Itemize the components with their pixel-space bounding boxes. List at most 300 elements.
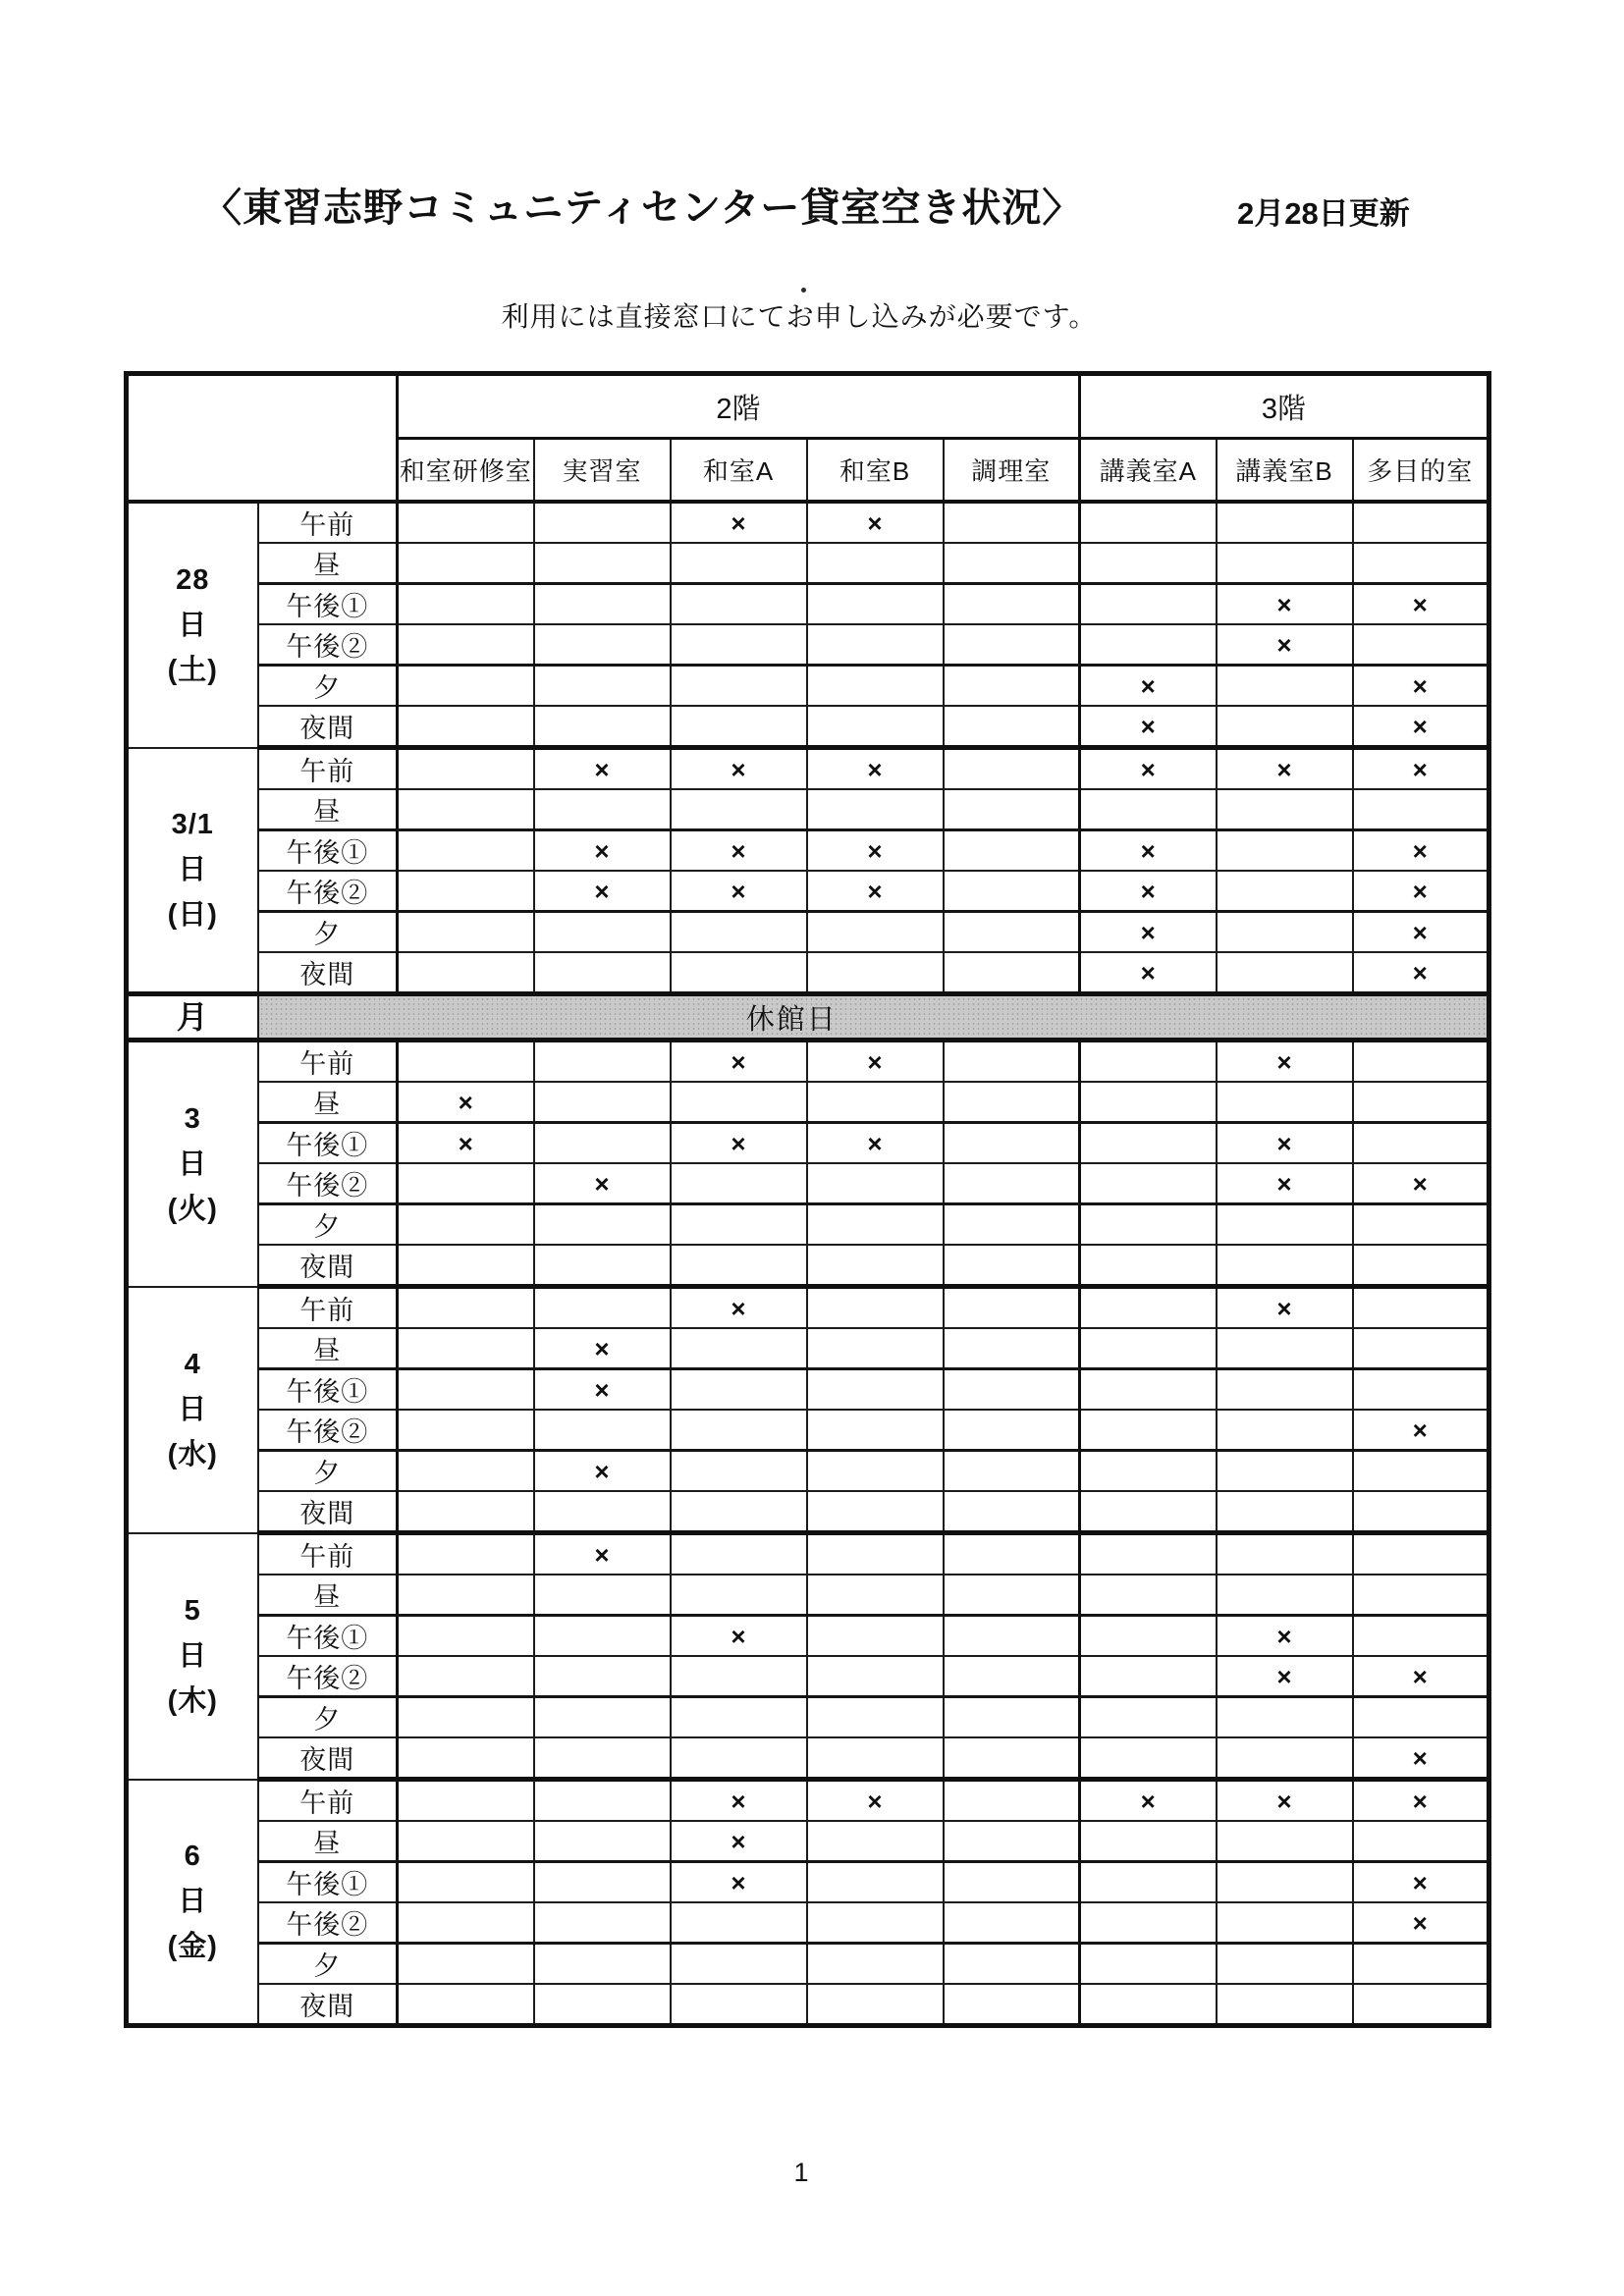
availability-mark-cell [1353, 1697, 1489, 1738]
availability-mark-cell [534, 706, 671, 748]
availability-mark-cell [807, 1082, 944, 1123]
availability-mark-cell [671, 1163, 807, 1204]
availability-mark-cell [944, 871, 1080, 912]
availability-mark-cell [944, 543, 1080, 584]
room-header: 調理室 [944, 439, 1080, 503]
availability-mark-cell [534, 1737, 671, 1780]
availability-mark-cell: × [1353, 1902, 1489, 1944]
availability-mark-cell [807, 1287, 944, 1329]
availability-mark-cell [1080, 543, 1217, 584]
availability-mark-cell [807, 1616, 944, 1657]
availability-mark-cell [1353, 1041, 1489, 1083]
time-slot-label: 午前 [258, 748, 398, 790]
availability-mark-cell [1080, 1944, 1217, 1985]
availability-mark-cell [944, 624, 1080, 666]
time-slot-label: 昼 [258, 1328, 398, 1369]
availability-mark-cell [1217, 1491, 1353, 1533]
page-title: 〈東習志野コミュニティセンター貸室空き状況〉 [202, 187, 1083, 230]
updated-date: 2月28日更新 [1237, 196, 1410, 231]
date-cell: 4 日 (水) [127, 1287, 258, 1533]
availability-mark-cell [1080, 1163, 1217, 1204]
closed-banner: 休館日 [258, 994, 1489, 1041]
availability-mark-cell [1217, 1082, 1353, 1123]
time-slot-label: 夕 [258, 1944, 398, 1985]
availability-mark-cell [807, 1902, 944, 1944]
availability-mark-cell [944, 1902, 1080, 1944]
availability-mark-cell: × [1080, 912, 1217, 953]
availability-mark-cell [671, 912, 807, 953]
availability-mark-cell: × [398, 1123, 534, 1164]
availability-mark-cell: × [671, 830, 807, 872]
room-header: 実習室 [534, 439, 671, 503]
availability-mark-cell [1080, 1491, 1217, 1533]
scan-speck [801, 288, 806, 293]
availability-mark-cell: × [1353, 871, 1489, 912]
availability-mark-cell [944, 1656, 1080, 1697]
availability-mark-cell [534, 1410, 671, 1451]
availability-mark-cell: × [807, 1780, 944, 1822]
availability-mark-cell [1080, 1369, 1217, 1411]
availability-mark-cell [944, 789, 1080, 830]
time-slot-label: 午前 [258, 502, 398, 543]
availability-mark-cell [1353, 1287, 1489, 1329]
availability-mark-cell [944, 1328, 1080, 1369]
availability-mark-cell [1353, 1245, 1489, 1287]
availability-mark-cell [807, 1451, 944, 1492]
availability-mark-cell [1080, 1123, 1217, 1164]
availability-mark-cell [807, 912, 944, 953]
availability-mark-cell [944, 1082, 1080, 1123]
availability-mark-cell [1217, 1410, 1353, 1451]
availability-mark-cell [671, 1656, 807, 1697]
availability-mark-cell [534, 952, 671, 994]
availability-mark-cell: × [1217, 1780, 1353, 1822]
availability-mark-cell [398, 1287, 534, 1329]
availability-mark-cell [398, 952, 534, 994]
availability-mark-cell [398, 748, 534, 790]
availability-mark-cell [671, 1369, 807, 1411]
availability-mark-cell [1080, 502, 1217, 543]
availability-mark-cell [398, 1862, 534, 1903]
date-cell: 3 日 (火) [127, 1041, 258, 1287]
availability-mark-cell [1080, 584, 1217, 625]
availability-mark-cell [1080, 1862, 1217, 1903]
availability-mark-cell [1217, 543, 1353, 584]
availability-mark-cell [1353, 1984, 1489, 2026]
availability-mark-cell [671, 543, 807, 584]
availability-mark-cell [1217, 502, 1353, 543]
availability-mark-cell: × [1217, 1123, 1353, 1164]
availability-mark-cell: × [1080, 706, 1217, 748]
availability-mark-cell [534, 584, 671, 625]
availability-mark-cell [1217, 1862, 1353, 1903]
availability-mark-cell [1080, 1616, 1217, 1657]
availability-mark-cell [671, 1491, 807, 1533]
availability-mark-cell: × [1353, 1656, 1489, 1697]
availability-mark-cell [1080, 1041, 1217, 1083]
availability-mark-cell [534, 1287, 671, 1329]
availability-mark-cell: × [671, 1780, 807, 1822]
availability-mark-cell [1353, 1123, 1489, 1164]
availability-mark-cell [807, 1410, 944, 1451]
availability-mark-cell [1080, 1328, 1217, 1369]
availability-mark-cell [671, 584, 807, 625]
availability-mark-cell [1217, 1451, 1353, 1492]
availability-mark-cell [534, 912, 671, 953]
availability-mark-cell [1217, 666, 1353, 707]
availability-mark-cell [534, 1082, 671, 1123]
usage-note: 利用には直接窓口にてお申し込みが必要です。 [501, 301, 1098, 332]
availability-mark-cell [398, 1780, 534, 1822]
time-slot-label: 昼 [258, 1575, 398, 1616]
availability-mark-cell [671, 624, 807, 666]
availability-mark-cell [1217, 1328, 1353, 1369]
time-slot-label: 夜間 [258, 1737, 398, 1780]
availability-mark-cell [671, 706, 807, 748]
availability-mark-cell [944, 1944, 1080, 1985]
availability-mark-cell [398, 1491, 534, 1533]
availability-mark-cell [1217, 1902, 1353, 1944]
availability-mark-cell [944, 1204, 1080, 1246]
time-slot-label: 夜間 [258, 952, 398, 994]
availability-mark-cell [1080, 1737, 1217, 1780]
page-number: 1 [793, 2158, 809, 2187]
availability-mark-cell [534, 1656, 671, 1697]
availability-mark-cell [1080, 789, 1217, 830]
availability-mark-cell: × [1217, 1163, 1353, 1204]
availability-mark-cell [398, 543, 534, 584]
availability-mark-cell: × [671, 1862, 807, 1903]
availability-mark-cell [534, 624, 671, 666]
date-cell: 6 日 (金) [127, 1780, 258, 2026]
availability-mark-cell [807, 1491, 944, 1533]
availability-mark-cell [1217, 789, 1353, 830]
availability-mark-cell [398, 666, 534, 707]
availability-mark-cell: × [671, 1041, 807, 1083]
availability-mark-cell [671, 1204, 807, 1246]
availability-mark-cell [534, 1902, 671, 1944]
availability-mark-cell [807, 1204, 944, 1246]
availability-mark-cell [807, 624, 944, 666]
availability-mark-cell [398, 1575, 534, 1616]
availability-mark-cell [671, 1944, 807, 1985]
time-slot-label: 昼 [258, 1821, 398, 1862]
availability-mark-cell [944, 830, 1080, 872]
availability-mark-cell: × [1217, 748, 1353, 790]
availability-mark-cell [944, 1410, 1080, 1451]
availability-mark-cell [1353, 624, 1489, 666]
availability-mark-cell: × [1353, 830, 1489, 872]
availability-mark-cell [807, 1697, 944, 1738]
time-slot-label: 午後① [258, 1862, 398, 1903]
availability-mark-cell [944, 1575, 1080, 1616]
availability-mark-cell [944, 1737, 1080, 1780]
availability-mark-cell: × [1353, 748, 1489, 790]
availability-mark-cell [534, 1862, 671, 1903]
availability-mark-cell [1353, 1082, 1489, 1123]
availability-mark-cell [807, 1328, 944, 1369]
availability-mark-cell: × [807, 1041, 944, 1083]
availability-mark-cell [534, 1984, 671, 2026]
availability-mark-cell: × [534, 1369, 671, 1411]
time-slot-label: 午後① [258, 584, 398, 625]
availability-mark-cell [944, 1041, 1080, 1083]
availability-mark-cell [1080, 1451, 1217, 1492]
availability-mark-cell [944, 1163, 1080, 1204]
availability-mark-cell [398, 1697, 534, 1738]
availability-mark-cell [807, 1656, 944, 1697]
time-slot-label: 昼 [258, 1082, 398, 1123]
availability-mark-cell: × [1217, 1041, 1353, 1083]
availability-mark-cell: × [671, 1287, 807, 1329]
availability-mark-cell [671, 1902, 807, 1944]
availability-mark-cell [1217, 1697, 1353, 1738]
availability-mark-cell: × [671, 1616, 807, 1657]
availability-mark-cell: × [534, 830, 671, 872]
availability-mark-cell [671, 1328, 807, 1369]
availability-mark-cell: × [534, 1328, 671, 1369]
availability-mark-cell: × [807, 748, 944, 790]
availability-mark-cell [1080, 1984, 1217, 2026]
availability-mark-cell [1217, 1821, 1353, 1862]
availability-mark-cell [807, 584, 944, 625]
availability-mark-cell [807, 1984, 944, 2026]
availability-mark-cell [1217, 1944, 1353, 1985]
availability-mark-cell [1080, 1902, 1217, 1944]
time-slot-label: 午後② [258, 1410, 398, 1451]
availability-mark-cell [398, 584, 534, 625]
time-slot-label: 夜間 [258, 706, 398, 748]
availability-mark-cell [1353, 1575, 1489, 1616]
availability-mark-cell [807, 543, 944, 584]
time-slot-label: 午後② [258, 624, 398, 666]
availability-mark-cell [671, 1575, 807, 1616]
availability-mark-cell: × [1217, 624, 1353, 666]
availability-mark-cell [534, 1616, 671, 1657]
availability-mark-cell: × [807, 871, 944, 912]
availability-mark-cell [944, 1533, 1080, 1575]
availability-mark-cell [671, 1082, 807, 1123]
availability-mark-cell [944, 1616, 1080, 1657]
availability-mark-cell [671, 1533, 807, 1575]
availability-mark-cell [1217, 912, 1353, 953]
availability-mark-cell [944, 1369, 1080, 1411]
time-slot-label: 午前 [258, 1780, 398, 1822]
availability-mark-cell [1353, 1616, 1489, 1657]
availability-mark-cell [807, 1737, 944, 1780]
time-slot-label: 昼 [258, 789, 398, 830]
availability-mark-cell [1217, 1575, 1353, 1616]
availability-mark-cell [398, 1902, 534, 1944]
availability-mark-cell [398, 830, 534, 872]
availability-mark-cell: × [671, 1821, 807, 1862]
availability-mark-cell [944, 1821, 1080, 1862]
room-header: 和室A [671, 439, 807, 503]
time-slot-label: 午後① [258, 830, 398, 872]
availability-mark-cell: × [1353, 1862, 1489, 1903]
availability-mark-cell [534, 1821, 671, 1862]
availability-mark-cell [944, 1862, 1080, 1903]
time-slot-label: 夕 [258, 1697, 398, 1738]
availability-mark-cell [944, 502, 1080, 543]
date-cell: 28 日 (土) [127, 502, 258, 748]
availability-mark-cell [534, 1041, 671, 1083]
time-slot-label: 午後② [258, 1163, 398, 1204]
availability-mark-cell [398, 1533, 534, 1575]
availability-mark-cell: × [1080, 871, 1217, 912]
availability-mark-cell [398, 1944, 534, 1985]
availability-mark-cell [398, 1369, 534, 1411]
availability-mark-cell [398, 1821, 534, 1862]
availability-mark-cell [1080, 1082, 1217, 1123]
availability-mark-cell [1217, 1737, 1353, 1780]
availability-table [124, 371, 1491, 2028]
availability-mark-cell [534, 543, 671, 584]
availability-mark-cell: × [671, 748, 807, 790]
availability-mark-cell [944, 1451, 1080, 1492]
availability-mark-cell: × [1353, 912, 1489, 953]
availability-mark-cell [671, 1697, 807, 1738]
time-slot-label: 夜間 [258, 1245, 398, 1287]
availability-mark-cell: × [1080, 748, 1217, 790]
availability-mark-cell [534, 1944, 671, 1985]
availability-mark-cell: × [534, 871, 671, 912]
availability-mark-cell [534, 1491, 671, 1533]
availability-mark-cell [944, 1697, 1080, 1738]
availability-mark-cell [671, 1245, 807, 1287]
availability-mark-cell [398, 1204, 534, 1246]
availability-mark-cell [398, 1737, 534, 1780]
availability-mark-cell [1080, 624, 1217, 666]
availability-mark-cell [1080, 1287, 1217, 1329]
availability-mark-cell [398, 1616, 534, 1657]
availability-mark-cell: × [1217, 584, 1353, 625]
availability-mark-cell [1217, 1369, 1353, 1411]
availability-mark-cell [398, 502, 534, 543]
availability-mark-cell [944, 1780, 1080, 1822]
availability-mark-cell [807, 706, 944, 748]
availability-mark-cell [944, 584, 1080, 625]
availability-mark-cell [534, 1780, 671, 1822]
availability-mark-cell: × [807, 1123, 944, 1164]
availability-mark-cell [534, 1245, 671, 1287]
availability-mark-cell: × [1080, 1780, 1217, 1822]
availability-mark-cell [671, 666, 807, 707]
room-header: 講義室B [1217, 439, 1353, 503]
room-header: 和室研修室 [398, 439, 534, 503]
time-slot-label: 夜間 [258, 1984, 398, 2026]
availability-mark-cell [1217, 1204, 1353, 1246]
availability-mark-cell [807, 666, 944, 707]
time-slot-label: 午後② [258, 1656, 398, 1697]
time-slot-label: 夕 [258, 912, 398, 953]
availability-mark-cell: × [807, 830, 944, 872]
availability-mark-cell [1353, 1944, 1489, 1985]
availability-mark-cell [398, 1984, 534, 2026]
availability-mark-cell [1353, 1369, 1489, 1411]
availability-mark-cell [944, 666, 1080, 707]
availability-mark-cell [398, 871, 534, 912]
availability-mark-cell [398, 1451, 534, 1492]
availability-mark-cell [398, 789, 534, 830]
availability-mark-cell [1080, 1533, 1217, 1575]
availability-mark-cell: × [1353, 706, 1489, 748]
availability-mark-cell: × [1080, 952, 1217, 994]
availability-mark-cell [398, 912, 534, 953]
time-slot-label: 午後② [258, 871, 398, 912]
availability-mark-cell [1353, 543, 1489, 584]
floor-header: 3階 [1080, 374, 1489, 439]
time-slot-label: 夜間 [258, 1491, 398, 1533]
availability-mark-cell: × [1353, 1780, 1489, 1822]
availability-mark-cell [1217, 1245, 1353, 1287]
availability-mark-cell [1080, 1410, 1217, 1451]
availability-mark-cell: × [1353, 952, 1489, 994]
date-cell: 5 日 (木) [127, 1533, 258, 1780]
room-header: 多目的室 [1353, 439, 1489, 503]
availability-mark-cell: × [1353, 666, 1489, 707]
availability-mark-cell [1080, 1575, 1217, 1616]
availability-mark-cell: × [1353, 1410, 1489, 1451]
room-header: 和室B [807, 439, 944, 503]
room-header: 講義室A [1080, 439, 1217, 503]
availability-mark-cell [944, 1984, 1080, 2026]
availability-mark-cell [1353, 1451, 1489, 1492]
availability-mark-cell [534, 502, 671, 543]
availability-mark-cell [534, 1204, 671, 1246]
availability-mark-cell: × [671, 1123, 807, 1164]
availability-mark-cell [1353, 1821, 1489, 1862]
time-slot-label: 午前 [258, 1041, 398, 1083]
date-cell-closed: 月 [127, 994, 258, 1041]
availability-mark-cell: × [1353, 1737, 1489, 1780]
availability-mark-cell [671, 1737, 807, 1780]
availability-mark-cell [534, 666, 671, 707]
availability-mark-cell [534, 789, 671, 830]
availability-mark-cell [671, 1984, 807, 2026]
availability-mark-cell [1217, 952, 1353, 994]
availability-mark-cell: × [534, 748, 671, 790]
time-slot-label: 午後① [258, 1123, 398, 1164]
availability-mark-cell [1353, 502, 1489, 543]
availability-mark-cell [944, 1287, 1080, 1329]
availability-mark-cell [1353, 789, 1489, 830]
availability-mark-cell [944, 912, 1080, 953]
availability-mark-cell: × [1217, 1616, 1353, 1657]
availability-mark-cell: × [671, 871, 807, 912]
availability-mark-cell: × [1080, 830, 1217, 872]
availability-mark-cell [1353, 1204, 1489, 1246]
availability-mark-cell [398, 1041, 534, 1083]
availability-mark-cell [1080, 1656, 1217, 1697]
date-cell: 3/1 日 (日) [127, 748, 258, 994]
time-slot-label: 昼 [258, 543, 398, 584]
availability-mark-cell [671, 789, 807, 830]
floor-header: 2階 [398, 374, 1080, 439]
time-slot-label: 夕 [258, 1204, 398, 1246]
availability-mark-cell [534, 1123, 671, 1164]
availability-mark-cell: × [534, 1533, 671, 1575]
availability-mark-cell [398, 1245, 534, 1287]
availability-mark-cell [807, 1944, 944, 1985]
availability-mark-cell [807, 1533, 944, 1575]
availability-mark-cell [1217, 706, 1353, 748]
availability-mark-cell [1080, 1245, 1217, 1287]
availability-mark-cell [944, 952, 1080, 994]
availability-mark-cell: × [534, 1163, 671, 1204]
availability-mark-cell [807, 1575, 944, 1616]
availability-mark-cell [1353, 1491, 1489, 1533]
